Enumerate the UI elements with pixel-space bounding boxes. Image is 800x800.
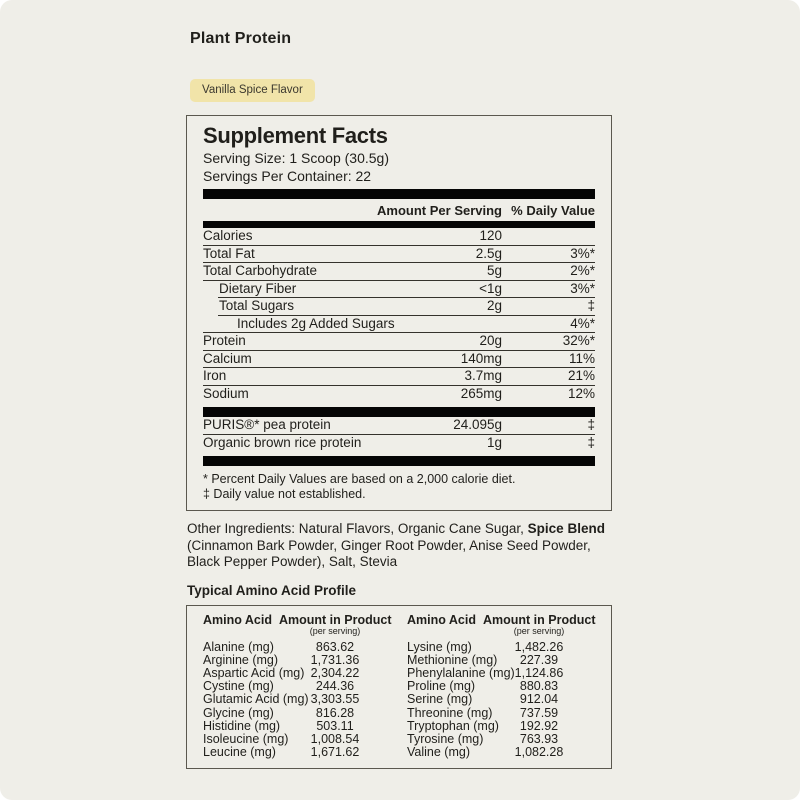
nutrient-dv: 3%*: [570, 280, 595, 296]
amino-acid-header: Amino Acid: [203, 612, 272, 627]
per-serving-subheader: (per serving): [513, 625, 565, 636]
amino-value: 2,304.22: [310, 665, 360, 680]
nutrient-amount: 3.7mg: [464, 368, 502, 383]
nutrient-label: Total Fat: [203, 245, 255, 261]
amino-row: [203, 641, 391, 654]
nutrient-row-sodium: [203, 386, 595, 403]
amino-name: Isoleucine (mg): [203, 731, 289, 746]
amino-name: Glycine (mg): [203, 705, 274, 720]
amino-name: Arginine (mg): [203, 652, 279, 667]
nutrient-row-pea-protein: [203, 417, 595, 434]
amino-name: Proline (mg): [407, 679, 476, 694]
amino-row: [203, 746, 391, 759]
amino-value: 1,124.86: [514, 665, 564, 680]
nutrient-amount: 140mg: [460, 350, 502, 366]
amino-value: 763.93: [519, 731, 559, 746]
amino-row: [203, 720, 391, 733]
nutrient-row-iron: [203, 368, 595, 385]
nutrient-amount: <1g: [479, 280, 502, 296]
nutrient-dv: 12%: [567, 385, 595, 401]
amino-value: 1,008.54: [310, 731, 360, 746]
amino-column-right: [407, 613, 595, 760]
divider-bar-thick: [203, 407, 595, 417]
amino-row: [407, 746, 595, 759]
nutrient-label: Total Sugars: [219, 298, 295, 313]
amino-value: 503.11: [316, 718, 354, 733]
nutrient-label: Total Carbohydrate: [203, 263, 318, 278]
amino-name: Serine (mg): [407, 692, 473, 707]
nutrient-row-total-carbohydrate: [203, 263, 595, 280]
nutrient-row-dietary-fiber: [203, 281, 595, 298]
nutrient-amount: 1g: [486, 434, 502, 450]
nutrient-amount: 120: [479, 228, 502, 243]
nutrient-row-added-sugars: [203, 316, 595, 333]
amino-name: Cystine (mg): [203, 679, 274, 694]
amount-in-product-header: Amount in Product (per serving): [279, 612, 392, 636]
nutrient-dv: ‡: [587, 417, 595, 432]
nutrient-row-protein: [203, 333, 595, 350]
nutrient-label: Protein: [203, 333, 246, 348]
nutrient-label: PURIS®* pea protein: [203, 417, 331, 432]
per-serving-subheader: (per serving): [309, 625, 361, 636]
nutrient-row-calories: [203, 228, 595, 245]
amino-row: [407, 720, 595, 733]
amino-name: Aspartic Acid (mg): [203, 665, 305, 680]
nutrient-row-rice-protein: [203, 435, 595, 452]
nutrient-row-total-sugars: [203, 298, 595, 315]
footnote-not-established: ‡ Daily value not established.: [203, 487, 366, 501]
facts-column-headers: [203, 199, 595, 221]
amino-value: 227.39: [519, 652, 559, 667]
nutrient-row-total-fat: [203, 246, 595, 263]
amino-row: [407, 707, 595, 720]
amino-column-headers: [203, 613, 391, 636]
nutrient-label: Dietary Fiber: [219, 280, 297, 296]
amino-name: Threonine (mg): [407, 705, 493, 720]
nutrient-amount: 20g: [479, 333, 502, 348]
amino-value: 1,482.26: [514, 639, 564, 654]
amino-column-headers: [407, 613, 595, 636]
nutrient-label: Organic brown rice protein: [203, 434, 362, 450]
supplement-facts-title: Supplement Facts: [203, 123, 388, 148]
amino-value: 863.62: [315, 639, 355, 654]
amino-name: Valine (mg): [407, 745, 470, 760]
amino-name: Methionine (mg): [407, 652, 498, 667]
content-column: [186, 30, 612, 769]
footnotes: [203, 472, 595, 502]
amino-row: [203, 654, 391, 667]
other-ingredients-bold: Spice Blend: [527, 521, 605, 536]
page-title: Plant Protein: [190, 30, 292, 47]
nutrient-amount: 5g: [486, 263, 502, 278]
amino-name: Alanine (mg): [203, 639, 274, 654]
amino-acid-header: Amino Acid: [407, 612, 476, 627]
nutrient-dv: 4%*: [570, 315, 595, 331]
amino-row: [407, 693, 595, 706]
amino-row: [203, 707, 391, 720]
amino-name: Leucine (mg): [203, 745, 276, 760]
amino-value: 1,731.36: [310, 652, 360, 667]
other-ingredients-text: Other Ingredients: Natural Flavors, Organic Cane Sugar,: [187, 521, 528, 536]
servings-per-container: Servings Per Container: 22: [203, 168, 372, 184]
footnote-daily-values: * Percent Daily Values are based on a 2,000 calorie diet.: [203, 472, 516, 486]
amount-per-serving-header: Amount Per Serving: [377, 203, 502, 218]
amino-name: Tryptophan (mg): [407, 718, 499, 733]
amino-value: 3,303.55: [310, 692, 360, 707]
nutrient-dv: 11%: [568, 350, 595, 366]
other-ingredients: [187, 521, 619, 571]
nutrient-label: Sodium: [203, 385, 249, 401]
supplement-facts-panel: [186, 115, 612, 511]
amino-name: Lysine (mg): [407, 639, 472, 654]
divider-bar-thin: [203, 221, 595, 228]
amino-name: Phenylalanine (mg): [407, 665, 515, 680]
nutrient-dv: 2%*: [570, 263, 595, 278]
serving-size: Serving Size: 1 Scoop (30.5g): [203, 150, 389, 166]
nutrient-label: Includes 2g Added Sugars: [237, 315, 395, 331]
amino-value: 912.04: [519, 692, 559, 707]
amount-in-product-header: Amount in Product (per serving): [483, 612, 596, 636]
nutrient-dv: 21%: [567, 368, 595, 383]
nutrient-amount: 24.095g: [453, 417, 502, 432]
amino-value: 1,671.62: [310, 745, 360, 760]
other-ingredients-text: (Cinnamon Bark Powder, Ginger Root Powder, Anise Seed Powder, Black Pepper Powder), Salt, Stevia: [187, 537, 591, 569]
nutrient-dv: ‡: [587, 298, 595, 313]
amino-row: [203, 693, 391, 706]
amino-column-left: [203, 613, 391, 760]
amino-row: [407, 654, 595, 667]
amino-value: 192.92: [519, 718, 559, 733]
nutrient-label: Iron: [203, 368, 227, 383]
amino-value: 880.83: [519, 679, 559, 694]
amino-value: 244.36: [315, 679, 355, 694]
amino-value: 816.28: [315, 705, 355, 720]
daily-value-header: % Daily Value: [511, 203, 595, 218]
nutrient-label: Calcium: [203, 350, 252, 366]
amino-profile-heading: Typical Amino Acid Profile: [187, 582, 357, 598]
nutrient-dv: 32%*: [562, 333, 595, 348]
nutrient-amount: 2.5g: [475, 245, 502, 261]
nutrient-dv: 3%*: [570, 245, 595, 261]
divider-bar-thick: [203, 189, 595, 199]
nutrient-row-calcium: [203, 351, 595, 368]
amino-name: Histidine (mg): [203, 718, 281, 733]
amino-value: 737.59: [519, 705, 559, 720]
nutrient-amount: 265mg: [460, 385, 502, 401]
nutrient-label: Calories: [203, 228, 253, 243]
amino-name: Glutamic Acid (mg): [203, 692, 309, 707]
amino-name: Tyrosine (mg): [407, 731, 484, 746]
amino-value: 1,082.28: [514, 745, 564, 760]
amino-row: [407, 641, 595, 654]
nutrient-amount: 2g: [486, 298, 502, 313]
divider-bar-thick: [203, 456, 595, 466]
flavor-tag: Vanilla Spice Flavor: [190, 79, 315, 102]
nutrient-dv: ‡: [587, 434, 595, 450]
amino-profile-table: [186, 605, 612, 770]
